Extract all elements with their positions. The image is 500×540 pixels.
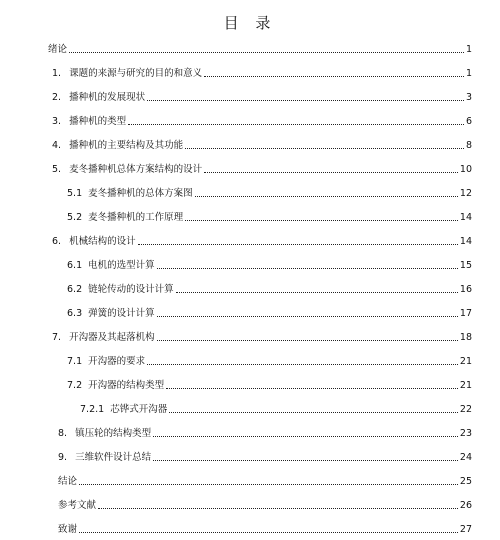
toc-leader [185, 148, 464, 149]
toc-entry[interactable] [48, 40, 472, 56]
toc-entry[interactable] [58, 448, 472, 464]
toc-leader [79, 484, 458, 485]
toc-entry[interactable] [67, 304, 472, 320]
toc-leader [138, 244, 458, 245]
toc-entry[interactable] [67, 376, 472, 392]
toc-leader [157, 268, 458, 269]
toc-entry-page: 8 [465, 140, 472, 151]
toc-entry-number: 2. [52, 92, 62, 103]
toc-leader [147, 100, 464, 101]
toc-entry-number: 7. [52, 332, 62, 343]
toc-title: 目 录 [223, 14, 277, 32]
toc-entry-text: 开沟器的结构类型 [88, 380, 165, 391]
toc-entry-text: 课题的来源与研究的目的和意义 [69, 68, 203, 79]
toc-entry[interactable] [58, 520, 472, 536]
toc-entry-text: 开沟器及其起落机构 [69, 332, 155, 343]
toc-entry-number: 5. [52, 164, 62, 175]
toc-entry-text: 麦冬播种机的总体方案图 [88, 188, 193, 199]
toc-entry[interactable] [52, 232, 472, 248]
toc-entry-number: 4. [52, 140, 62, 151]
toc-entry-page: 1 [465, 68, 472, 79]
toc-entry-number: 6.2 [67, 284, 83, 295]
toc-entry-number: 9. [58, 452, 68, 463]
toc-leader [176, 292, 458, 293]
toc-leader [69, 52, 464, 53]
toc-entry-number: 6.3 [67, 308, 83, 319]
toc-entry-page: 10 [459, 164, 472, 175]
toc-leader [153, 436, 458, 437]
toc-entry[interactable] [58, 496, 472, 512]
toc-entry-text: 机械结构的设计 [69, 236, 136, 247]
toc-entry-text: 播种机的发展现状 [69, 92, 146, 103]
toc-entry-page: 18 [459, 332, 472, 343]
toc-entry-number: 6.1 [67, 260, 83, 271]
toc-entry-text: 绪论 [48, 44, 68, 55]
toc-entry-text: 参考文献 [58, 500, 97, 511]
toc-entry[interactable] [52, 160, 472, 176]
toc-entry-text: 开沟器的要求 [88, 356, 146, 367]
toc-entry[interactable] [80, 400, 472, 416]
toc-leader [166, 388, 458, 389]
toc-entry-text: 播种机的主要结构及其功能 [69, 140, 184, 151]
toc-entry[interactable] [52, 64, 472, 80]
toc-entry[interactable] [67, 208, 472, 224]
toc-entry-page: 17 [459, 308, 472, 319]
toc-entry-text: 镇压轮的结构类型 [75, 428, 152, 439]
toc-entry-page: 25 [459, 476, 472, 487]
toc-entry-text: 播种机的类型 [69, 116, 127, 127]
toc-entry-text: 弹簧的设计计算 [88, 308, 155, 319]
toc-entry[interactable] [67, 184, 472, 200]
toc-entry-text: 芯铧式开沟器 [110, 404, 168, 415]
toc-entry-page: 15 [459, 260, 472, 271]
toc-entry[interactable] [58, 472, 472, 488]
toc-leader [98, 508, 458, 509]
toc-entry-page: 3 [465, 92, 472, 103]
toc-entry-page: 27 [459, 524, 472, 535]
toc-entry-number: 7.2 [67, 380, 83, 391]
toc-entry-page: 1 [465, 44, 472, 55]
toc-leader [195, 196, 458, 197]
toc-entry-page: 12 [459, 188, 472, 199]
toc-leader [204, 172, 458, 173]
toc-entry-page: 14 [459, 236, 472, 247]
toc-entry-page: 26 [459, 500, 472, 511]
toc-entry[interactable] [52, 136, 472, 152]
toc-entry-page: 23 [459, 428, 472, 439]
toc-entry[interactable] [67, 280, 472, 296]
toc-entry-page: 6 [465, 116, 472, 127]
toc-leader [157, 316, 458, 317]
toc-entry-text: 麦冬播种机总体方案结构的设计 [69, 164, 203, 175]
toc-entry-text: 链轮传动的设计计算 [88, 284, 174, 295]
toc-entry-page: 16 [459, 284, 472, 295]
toc-entry-number: 7.2.1 [80, 404, 105, 415]
toc-entry-text: 麦冬播种机的工作原理 [88, 212, 184, 223]
toc-entry-number: 7.1 [67, 356, 83, 367]
toc-entry-text: 结论 [58, 476, 78, 487]
toc-entry-text: 电机的选型计算 [88, 260, 155, 271]
toc-entry-number: 6. [52, 236, 62, 247]
toc-leader [169, 412, 458, 413]
toc-leader [79, 532, 458, 533]
toc-entry-number: 5.1 [67, 188, 83, 199]
toc-leader [157, 340, 458, 341]
toc-entry-page: 14 [459, 212, 472, 223]
toc-entry-page: 21 [459, 380, 472, 391]
toc-entry-number: 1. [52, 68, 62, 79]
toc-entry-page: 22 [459, 404, 472, 415]
toc-entry[interactable] [67, 352, 472, 368]
toc-leader [204, 76, 464, 77]
toc-entry-number: 8. [58, 428, 68, 439]
toc-entry[interactable] [52, 112, 472, 128]
toc-entry-number: 3. [52, 116, 62, 127]
toc-entry[interactable] [52, 328, 472, 344]
toc-entry-text: 致谢 [58, 524, 78, 535]
toc-entry-text: 三维软件设计总结 [75, 452, 152, 463]
toc-entry-page: 24 [459, 452, 472, 463]
toc-entry-number: 5.2 [67, 212, 83, 223]
toc-leader [185, 220, 458, 221]
toc-leader [153, 460, 458, 461]
toc-entry-page: 21 [459, 356, 472, 367]
toc-entry[interactable] [58, 424, 472, 440]
toc-leader [147, 364, 458, 365]
toc-entry[interactable] [52, 88, 472, 104]
toc-entry[interactable] [67, 256, 472, 272]
toc-leader [128, 124, 464, 125]
